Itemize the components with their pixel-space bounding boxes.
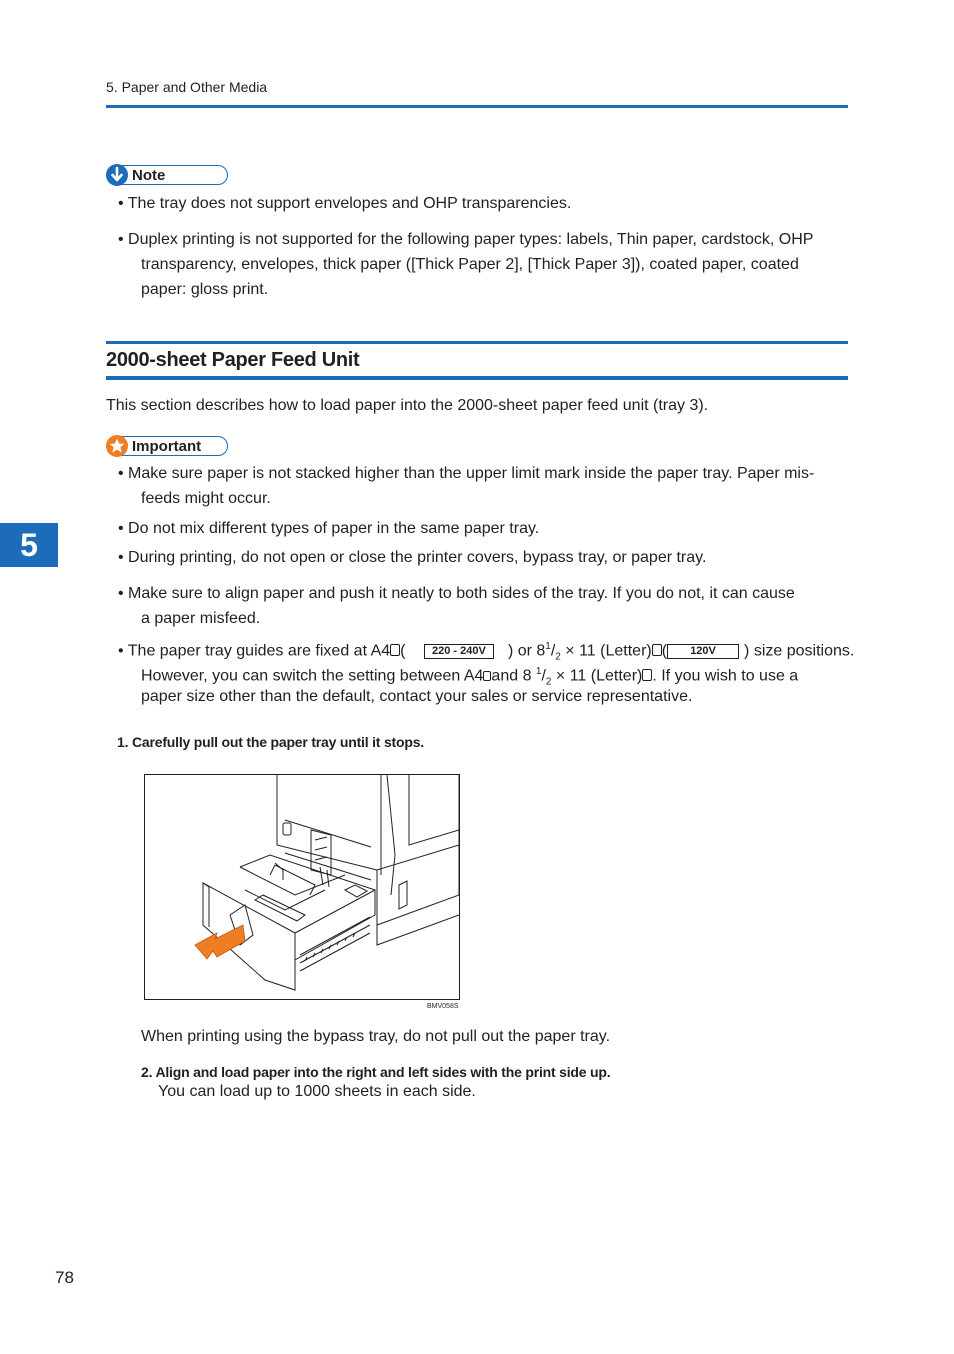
- guides-open-paren-2: (: [661, 642, 668, 660]
- star-icon: [106, 435, 128, 457]
- important-item: • During printing, do not open or close the printer covers, bypass tray, or paper tray.: [118, 549, 707, 566]
- important-item-text: Do not mix different types of paper in the same paper tray.: [128, 520, 540, 537]
- important-item-text: Make sure paper is not stacked higher than the upper limit mark inside the paper tray. Paper mis-: [128, 465, 815, 482]
- header-rule: [106, 105, 848, 108]
- section-rule-bottom: [106, 376, 848, 380]
- step-number: 1.: [117, 734, 129, 750]
- important-item-guides: • The paper tray guides are fixed at A4 ( 220 - 240V ) or $8^1/_2 \times 11$ (Letter) ( 120V ) size positions.: [118, 641, 855, 663]
- fraction-denominator: 2: [555, 651, 561, 663]
- step-1: [117, 734, 424, 750]
- note-item: • The tray does not support envelopes and OHP transparencies.: [118, 195, 572, 212]
- important-item-continuation: feeds might occur.: [141, 490, 271, 507]
- paper-portrait-icon: [390, 644, 400, 656]
- important-item-continuation: paper size other than the default, contact your sales or service representative.: [141, 688, 693, 705]
- note-item-text: The tray does not support envelopes and OHP transparencies.: [127, 195, 572, 212]
- step-2: [141, 1064, 610, 1080]
- note-item-continuation: paper: gloss print.: [141, 281, 269, 298]
- guides-prefix: The paper tray guides are fixed at A4: [127, 642, 391, 660]
- step-1-note: When printing using the bypass tray, do not pull out the paper tray.: [141, 1028, 611, 1045]
- section-title: 2000-sheet Paper Feed Unit: [106, 349, 360, 371]
- running-head: 5. Paper and Other Media: [106, 79, 268, 95]
- guides-line2-c: × 11 (Letter): [551, 667, 643, 685]
- important-item: • Make sure to align paper and push it neatly to both sides of the tray. If you do not, it can cause: [118, 585, 795, 602]
- step-number: 2.: [141, 1064, 153, 1080]
- note-arrow-icon: [106, 164, 128, 186]
- fraction-numerator: 1: [545, 641, 551, 652]
- figure-code: BMV058S: [427, 1003, 459, 1010]
- fraction-denominator: 2: [545, 676, 552, 688]
- note-badge: [107, 165, 228, 185]
- chapter-tab: 5: [0, 523, 58, 567]
- important-item-text: During printing, do not open or close the printer covers, bypass tray, or paper tray.: [128, 549, 707, 566]
- guides-mid: ) or 8: [507, 642, 546, 660]
- region-120v-badge: 120V: [667, 644, 739, 659]
- step-2-note: You can load up to 1000 sheets in each side.: [158, 1083, 476, 1100]
- important-label: Important: [132, 438, 202, 455]
- section-intro: This section describes how to load paper into the 2000-sheet paper feed unit (tray 3).: [106, 397, 709, 414]
- paper-portrait-icon: [642, 669, 652, 681]
- note-item-continuation: transparency, envelopes, thick paper ([Thick Paper 2], [Thick Paper 3]), coated paper, coated: [141, 256, 799, 273]
- guides-suffix: ) size positions.: [744, 642, 855, 660]
- important-item: • Do not mix different types of paper in the same paper tray.: [118, 520, 540, 537]
- figure-frame: [144, 774, 460, 1000]
- printer-tray-illustration: [145, 775, 459, 999]
- guides-open-paren: (: [400, 642, 406, 660]
- important-item-text: Make sure to align paper and push it neatly to both sides of the tray. If you do not, it can cause: [128, 585, 795, 602]
- guides-line2-b: and 8: [491, 667, 536, 685]
- fraction-numerator: 1: [535, 666, 542, 677]
- important-badge: [107, 436, 228, 456]
- page-number: 78: [55, 1268, 74, 1287]
- guides-line2-d: . If you wish to use a: [652, 667, 799, 685]
- pull-direction-arrow: [195, 925, 245, 959]
- step-text: Carefully pull out the paper tray until it stops.: [131, 734, 424, 750]
- fraction-slash: /: [541, 667, 546, 685]
- note-item: • Duplex printing is not supported for the following paper types: labels, Thin paper, cardstock, OHP: [118, 231, 814, 248]
- fraction-slash: /: [550, 642, 556, 660]
- important-item: • Make sure paper is not stacked higher than the upper limit mark inside the paper tray. Paper mis-: [118, 465, 815, 482]
- step-text: Align and load paper into the right and left sides with the print side up.: [155, 1064, 611, 1080]
- note-label: Note: [132, 167, 166, 184]
- guides-letter: × 11 (Letter): [560, 642, 652, 660]
- paper-portrait-icon: [652, 644, 662, 656]
- section-rule-top: [106, 341, 848, 344]
- guides-line2-a: However, you can switch the setting between A4: [141, 667, 484, 685]
- note-item-text: Duplex printing is not supported for the following paper types: labels, Thin paper, cardstock, OHP: [128, 231, 814, 248]
- region-220-240v-badge: 220 - 240V: [424, 644, 494, 659]
- important-item-continuation: a paper misfeed.: [141, 610, 261, 627]
